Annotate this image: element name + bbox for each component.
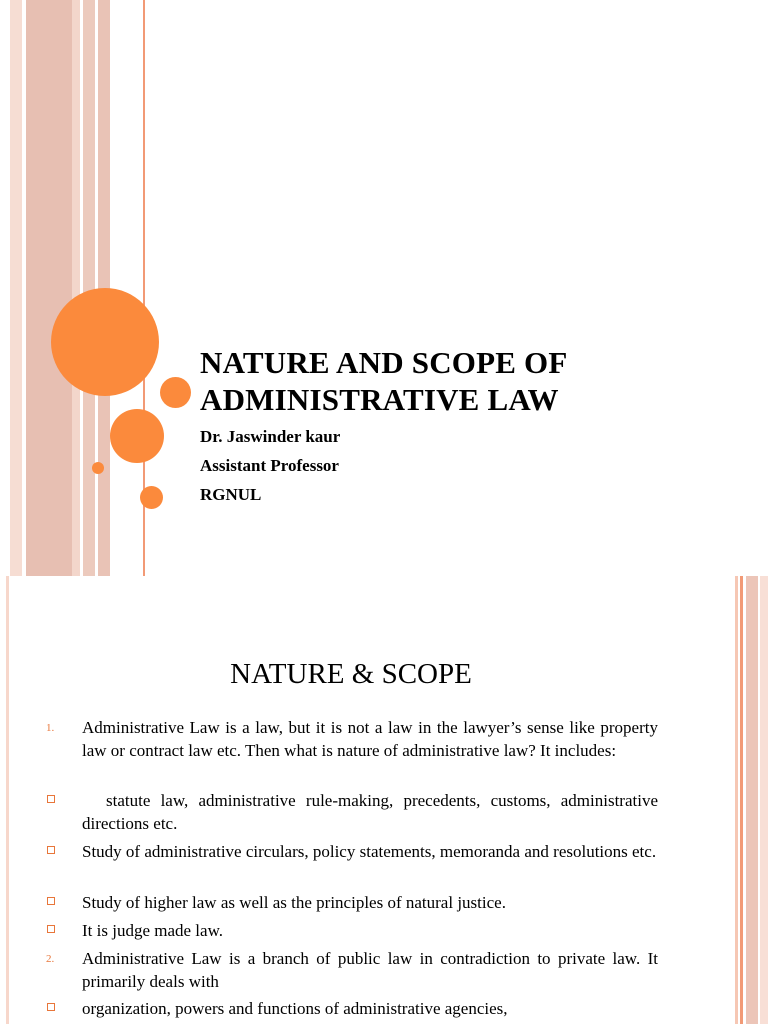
decor-stripe: [26, 0, 72, 576]
decor-stripe: [83, 0, 95, 576]
content-slide: [0, 576, 768, 1024]
slide-title: NATURE AND SCOPE OF ADMINISTRATIVE LAW: [200, 345, 567, 417]
list-number: 1.: [46, 722, 55, 734]
list-item: Administrative Law is a law, but it is not a law in the lawyer’s sense like property law or contract law etc. Then what is nature of administrative law? It includes:: [82, 718, 658, 760]
list-item: Study of higher law as well as the principles of natural justice.: [82, 893, 506, 912]
decor-stripe: [735, 576, 738, 1024]
square-bullet-icon: [47, 795, 55, 803]
slide-title: NATURE & SCOPE: [230, 658, 472, 690]
author-institution: RGNUL: [200, 485, 262, 504]
decor-circle-large: [51, 288, 159, 396]
decor-circle-tiny: [92, 462, 104, 474]
list-item: It is judge made law.: [82, 921, 223, 940]
decor-stripe: [746, 576, 758, 1024]
list-item: Administrative Law is a branch of public law in contradiction to private law. It primarily deals with: [82, 949, 658, 991]
author-name: Dr. Jaswinder kaur: [200, 427, 341, 446]
author-designation: Assistant Professor: [200, 456, 339, 475]
square-bullet-icon: [47, 1003, 55, 1011]
square-bullet-icon: [47, 925, 55, 933]
decor-stripe: [10, 0, 22, 576]
decor-stripe: [72, 0, 80, 576]
decor-circle-medium: [110, 409, 164, 463]
decor-circle-small: [140, 486, 163, 509]
decor-stripe: [6, 576, 9, 1024]
decor-circle-small: [160, 377, 191, 408]
list-item: Study of administrative circulars, policy statements, memoranda and resolutions etc.: [82, 842, 657, 861]
square-bullet-icon: [47, 846, 55, 854]
square-bullet-icon: [47, 897, 55, 905]
decor-stripe: [760, 576, 768, 1024]
decor-line: [740, 576, 743, 1024]
list-item: statute law, administrative rule-making, precedents, customs, administrative directions etc.: [82, 791, 658, 833]
list-item: organization, powers and functions of administrative agencies,: [82, 999, 508, 1018]
list-number: 2.: [46, 953, 55, 965]
